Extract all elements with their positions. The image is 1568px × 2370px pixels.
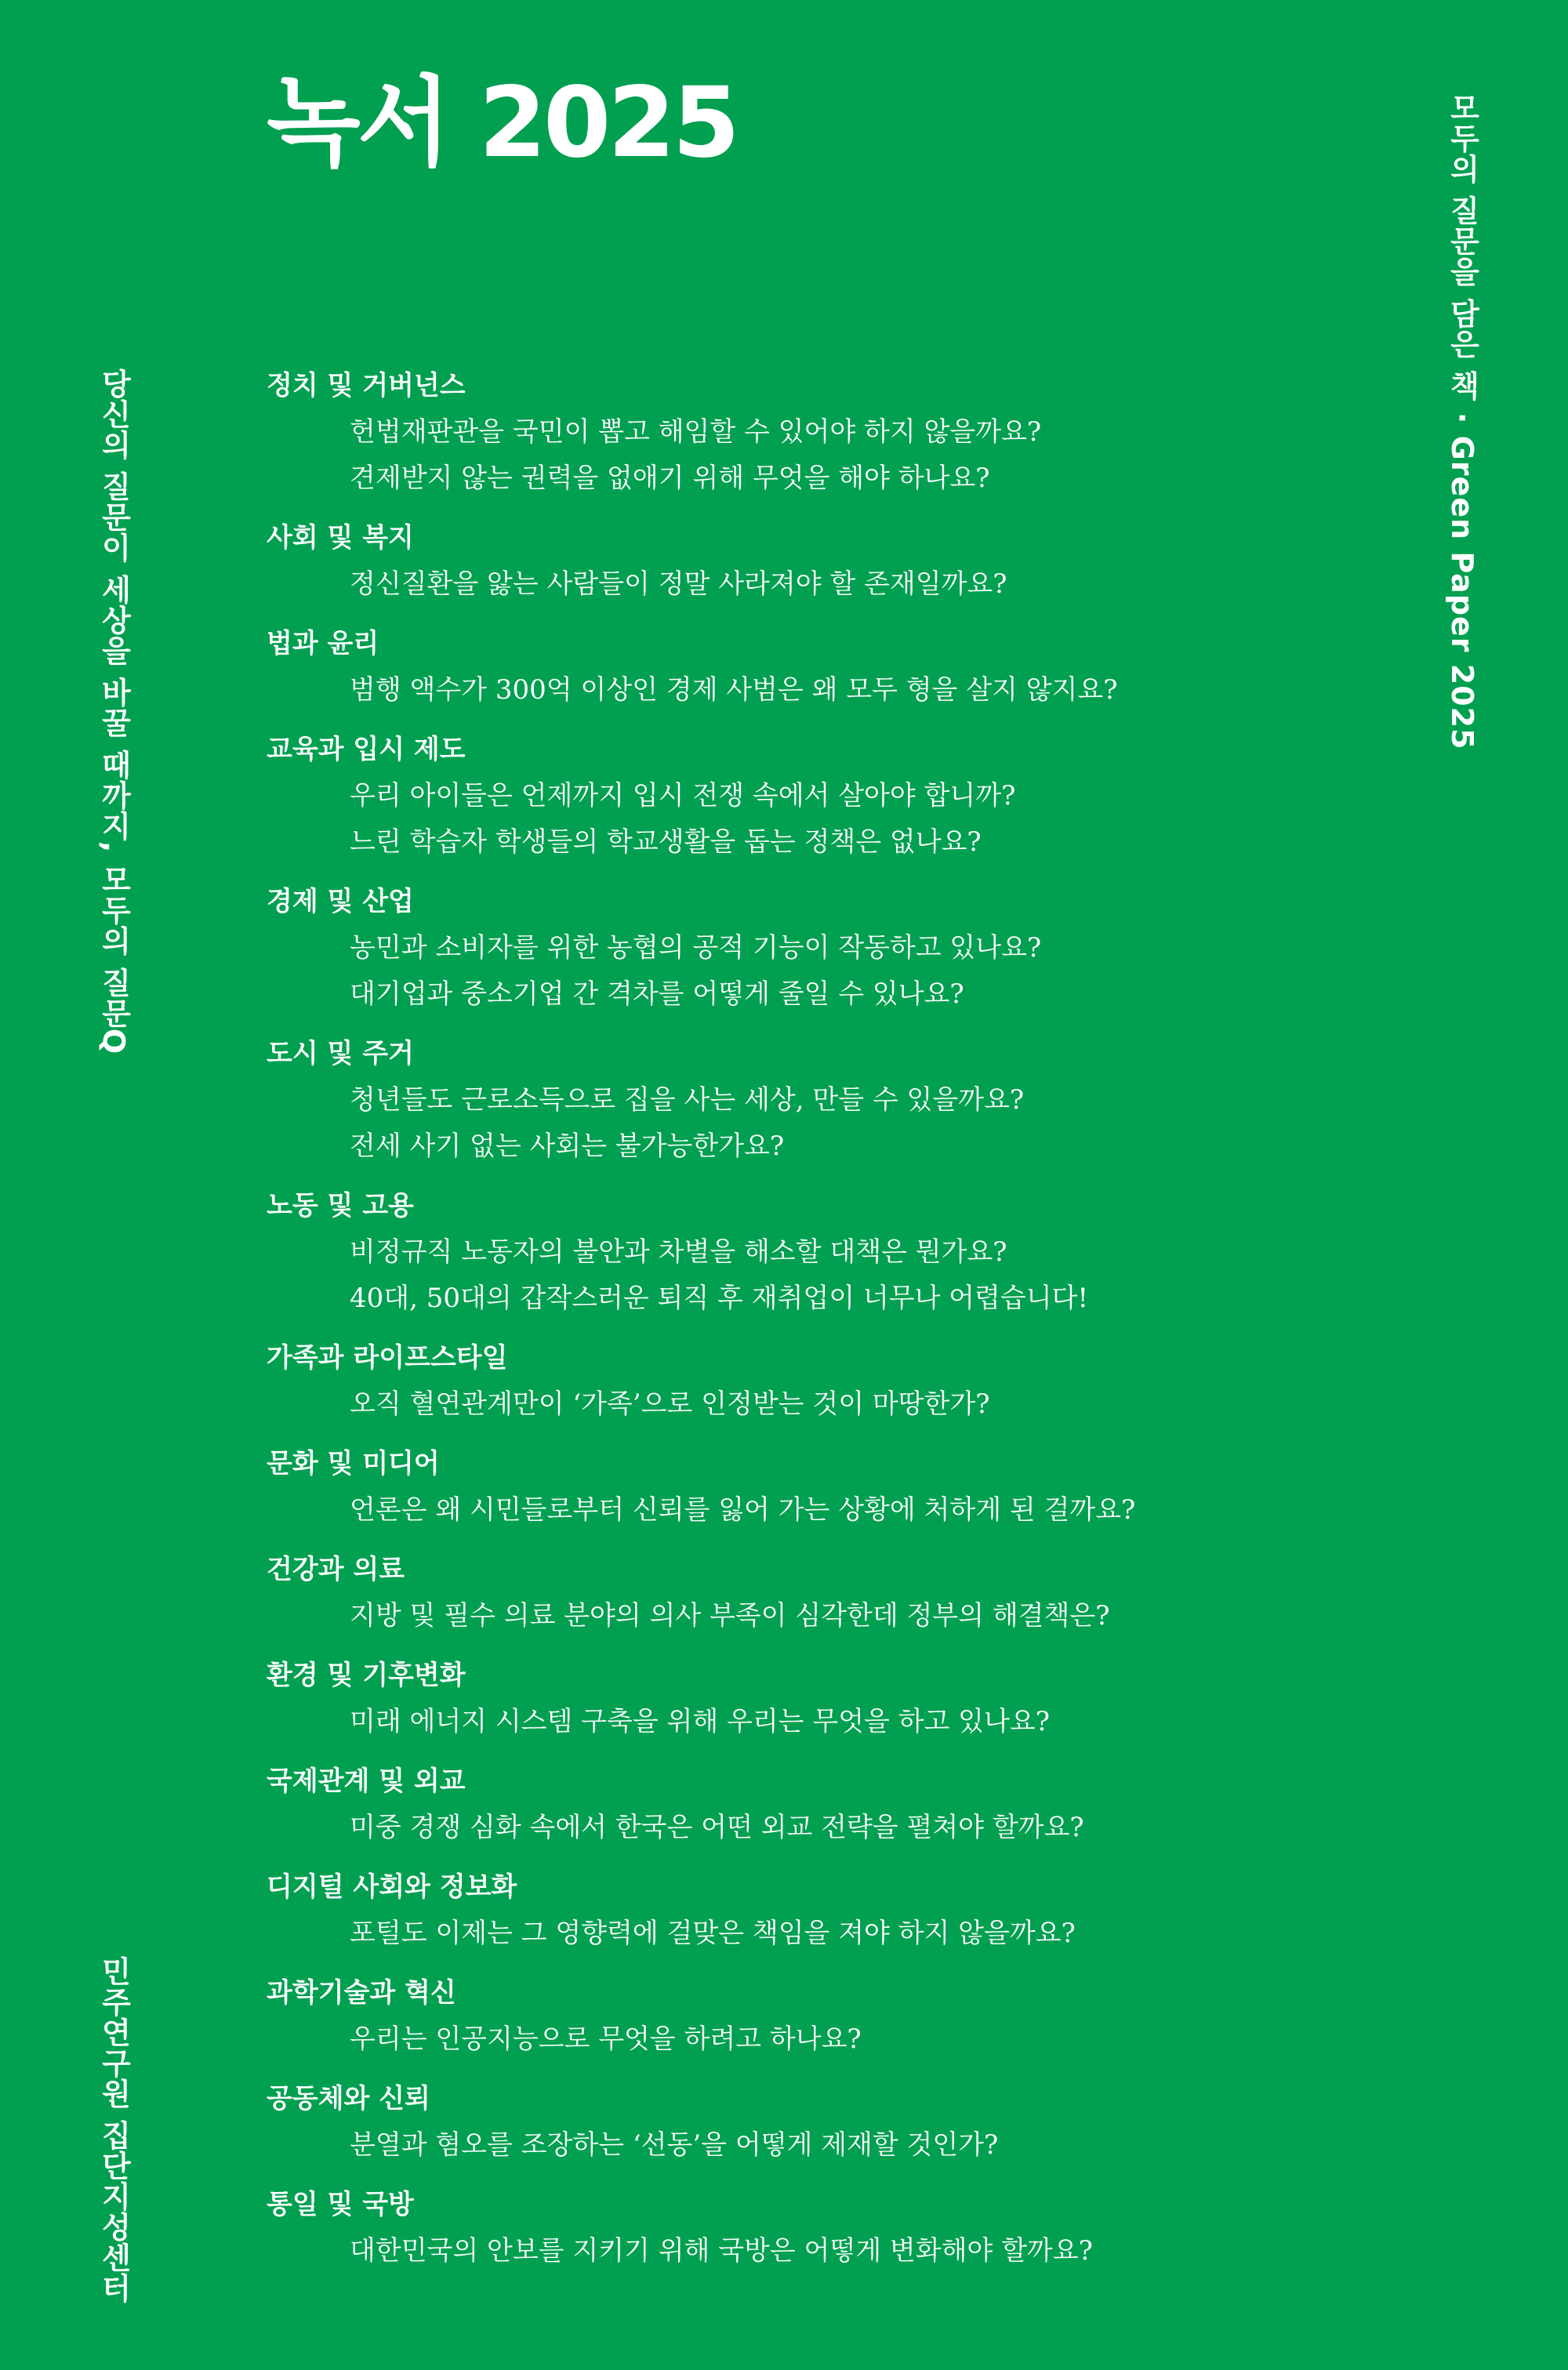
section-title: 노동 및 고용 (267, 1190, 414, 1221)
question-item: 청년들도 근로소득으로 집을 사는 세상, 만들 수 있을까요? (350, 1084, 1025, 1116)
section (267, 1758, 1333, 1851)
section (267, 726, 1333, 866)
section-title: 통일 및 국방 (267, 2189, 414, 2220)
section-title: 과학기술과 혁신 (267, 1977, 456, 2009)
section-title: 법과 윤리 (267, 628, 379, 659)
section-title: 국제관계 및 외교 (267, 1766, 466, 1797)
question-item: 정신질환을 앓는 사람들이 정말 사라져야 할 존재일까요? (350, 568, 1007, 600)
question-item: 미래 에너지 시스템 구축을 위해 우리는 무엇을 하고 있나요? (350, 1706, 1050, 1737)
vertical-publisher: 민주연구원 집단지성센터 (96, 1956, 131, 2304)
section (267, 878, 1333, 1018)
question-item: 40대, 50대의 갑작스러운 퇴직 후 재취업이 너무나 어렵습니다! (350, 1283, 1089, 1314)
question-item: 비정규직 노동자의 불안과 차별을 해소할 대책은 뭔가요? (350, 1236, 1007, 1268)
question-item: 지방 및 필수 의료 분야의 의사 부족이 심각한데 정부의 해결책은? (350, 1600, 1110, 1631)
section-title: 경제 및 산업 (267, 886, 414, 917)
question-item: 느린 학습자 학생들의 학교생활을 돕는 정책은 없나요? (350, 826, 982, 858)
section (267, 1546, 1333, 1639)
section-title: 환경 및 기후변화 (267, 1660, 466, 1691)
question-item: 범행 액수가 300억 이상인 경제 사범은 왜 모두 형을 살지 않지요? (350, 674, 1118, 706)
section-title: 공동체와 신뢰 (267, 2083, 430, 2114)
page-title: 녹서 2025 (267, 67, 737, 180)
section (267, 2181, 1333, 2274)
question-item: 미중 경쟁 심화 속에서 한국은 어떤 외교 전략을 펼쳐야 할까요? (350, 1812, 1084, 1843)
section (267, 1334, 1333, 1428)
question-item: 전세 사기 없는 사회는 불가능한가요? (350, 1131, 785, 1162)
section (267, 1440, 1333, 1533)
section (267, 1969, 1333, 2063)
question-item: 언론은 왜 시민들로부터 신뢰를 잃어 가는 상황에 처하게 된 걸까요? (350, 1494, 1136, 1526)
section-title: 정치 및 거버넌스 (267, 370, 466, 401)
section (267, 620, 1333, 713)
section-title: 교육과 입시 제도 (267, 734, 466, 765)
section (267, 1652, 1333, 1745)
question-item: 농민과 소비자를 위한 농협의 공적 기능이 작동하고 있나요? (350, 932, 1042, 964)
section (267, 2075, 1333, 2169)
section-title: 도시 및 주거 (267, 1038, 414, 1069)
question-item: 우리 아이들은 언제까지 입시 전쟁 속에서 살아야 합니까? (350, 780, 1016, 811)
section (267, 362, 1333, 502)
section (267, 1864, 1333, 1957)
question-item: 오직 혈연관계만이 ‘가족’으로 인정받는 것이 마땅한가? (350, 1388, 990, 1420)
section-title: 사회 및 복지 (267, 522, 414, 553)
vertical-subtitle: 모두의 질문을 담은 책 · Green Paper 2025 (1445, 93, 1479, 750)
question-item: 헌법재판관을 국민이 뽑고 해임할 수 있어야 하지 않을까요? (350, 416, 1042, 448)
section (267, 1182, 1333, 1322)
section-title: 문화 및 미디어 (267, 1448, 440, 1479)
question-item: 분열과 혐오를 조장하는 ‘선동’을 어떻게 제재할 것인가? (350, 2129, 999, 2161)
question-item: 우리는 인공지능으로 무엇을 하려고 하나요? (350, 2023, 862, 2055)
section (267, 1030, 1333, 1170)
table-of-contents (267, 362, 1333, 2287)
question-item: 견제받지 않는 권력을 없애기 위해 무엇을 해야 하나요? (350, 463, 990, 494)
section (267, 514, 1333, 608)
vertical-slogan: 당신의 질문이 세상을 바꿀 때까지, 모두의 질문Q (96, 368, 131, 1055)
section-title: 건강과 의료 (267, 1554, 405, 1585)
section-title: 디지털 사회와 정보화 (267, 1871, 517, 1903)
question-item: 대기업과 중소기업 간 격차를 어떻게 줄일 수 있나요? (350, 978, 964, 1010)
question-item: 대한민국의 안보를 지키기 위해 국방은 어떻게 변화해야 할까요? (350, 2235, 1093, 2267)
question-item: 포털도 이제는 그 영향력에 걸맞은 책임을 져야 하지 않을까요? (350, 1918, 1076, 1949)
section-title: 가족과 라이프스타일 (267, 1342, 508, 1374)
